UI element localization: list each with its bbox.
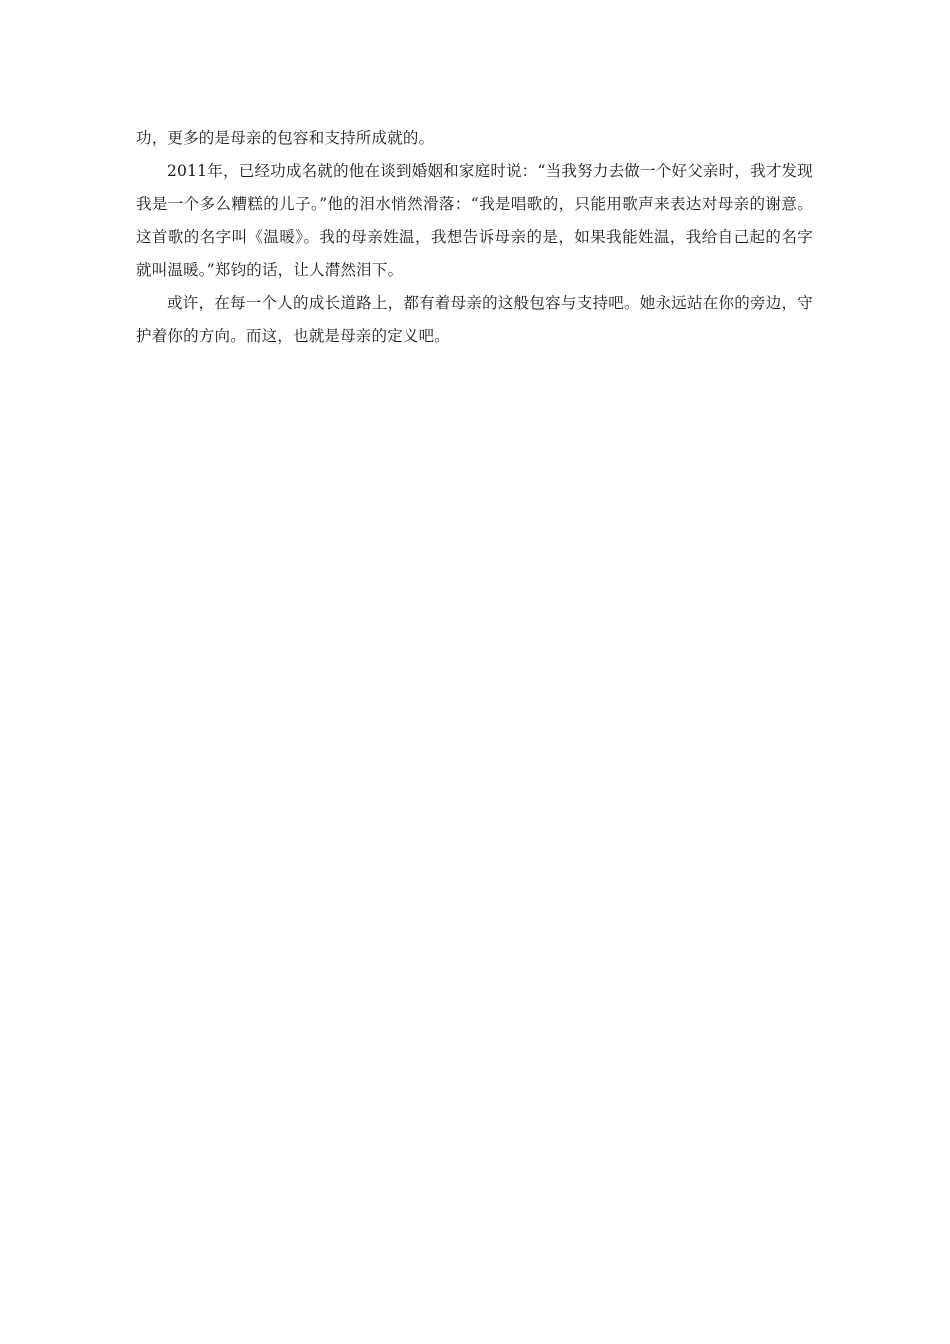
document-page — [136, 122, 813, 353]
paragraph-continuation: 功，更多的是母亲的包容和支持所成就的。 — [136, 129, 435, 147]
paragraph-conclusion: 或许，在每一个人的成长道路上，都有着母亲的这般包容与支持吧。她永远站在你的旁边，守护着你的方向。而这，也就是母亲的定义吧。 — [136, 294, 813, 345]
paragraph-quote: 2011年，已经功成名就的他在谈到婚姻和家庭时说：“当我努力去做一个好父亲时，我才发现我是一个多么糟糕的儿子。”他的泪水悄然滑落：“我是唱歌的，只能用歌声来表达对母亲的谢意。这首歌的名字叫《温暖》。我的母亲姓温，我想告诉母亲的是，如果我能姓温，我给自己起的名字就叫温暖。”郑钧的话，让人潸然泪下。 — [136, 162, 813, 279]
